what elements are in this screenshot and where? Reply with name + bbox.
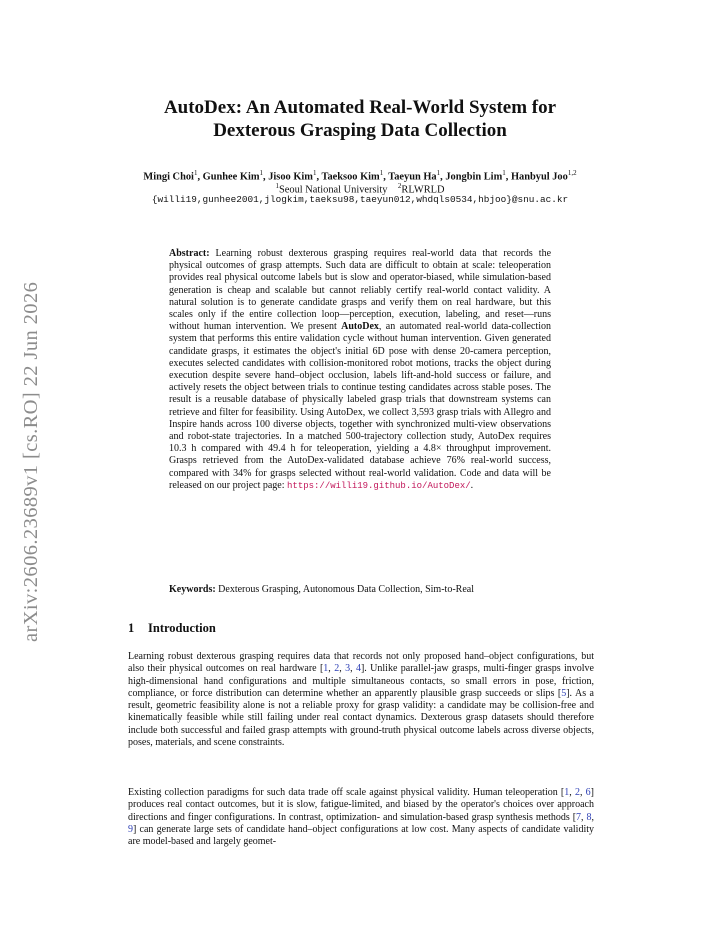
author-name: Taeksoo Kim — [321, 171, 380, 183]
intro-paragraph-1: Learning robust dexterous grasping requires data that records not only proposed hand–object configurations, but also their physical outcomes on real hardware [1, 2, 3, 4]. Unlike parallel-jaw grasps, multi-finger grasps involve high-dimensional hand configurations and multiple simultaneous contacts, so small errors in pose, friction, compliance, or force distribution can determine whether an apparently plausible grasp succeeds or slips [5]. As a result, geometric feasibility alone is not a reliable proxy for grasp validity: a candidate may be collision-free and kinematically feasible while still failing under real contact dynamics. Dexterous grasp datasets should therefore include both successful and failed grasp attempts with ground-truth physical outcome labels across diverse objects, poses, materials, and scene constraints. — [128, 651, 594, 749]
arxiv-identifier: arXiv:2606.23689v1 [cs.RO] 22 Jun 2026 — [20, 281, 42, 642]
citation-link[interactable]: 1 — [564, 787, 570, 798]
citation-link[interactable]: 9 — [128, 823, 133, 835]
citation-link[interactable]: 7 — [576, 811, 582, 823]
citation-link[interactable]: 3 — [345, 663, 351, 675]
keywords — [169, 584, 551, 596]
author-affiliation-mark: 1 — [502, 169, 506, 177]
author-name: Jongbin Lim — [445, 171, 503, 183]
author-affiliation-mark: 1 — [379, 169, 384, 177]
affiliation-mark: 2 — [397, 182, 402, 190]
author-name: Mingi Choi — [143, 171, 194, 183]
intro-paragraph-2: Existing collection paradigms for such data trade off scale against physical validity. Human teleoperation [1, 2, 6] produces real contact outcomes, but it is slow, fatigue-limited, and biased by the operator's choices over approach directions and finger configurations. In contrast, optimization- and simulation-based grasp synthesis methods [7, 8, 9] can generate large sets of candidate hand–object configurations at low cost. Many aspects of candidate validity are model-based and largely geomet- — [128, 787, 595, 848]
citation-link[interactable]: 5 — [561, 687, 567, 699]
keywords-label: Keywords: — [169, 584, 216, 595]
author-name: Jisoo Kim — [268, 171, 313, 183]
title-line-2: Dexterous Grasping Data Collection — [213, 120, 507, 141]
author-affiliation-mark: 1 — [436, 169, 441, 177]
section-heading — [128, 621, 216, 636]
citation-link[interactable]: 6 — [585, 787, 591, 798]
abstract-text-a: Learning robust dexterous grasping requires real-world data that records the physical outcomes of grasp attempts. Such data are difficult to obtain at scale: teleoperation provides real physical outcome labels but is slow and operator-biased, while simulation-based generation is cheap and scalable but cannot reliably certify real-world contact validity. A natural solution is to generate candidate grasps and verify them on real hardware, but this scales only if the entire collection loop—perception, execution, labeling, and reset—runs without human intervention. We present — [169, 248, 552, 333]
affiliation-name: RLWRLD — [401, 184, 445, 196]
author-affiliation-mark: 1 — [312, 169, 317, 177]
paper-title — [100, 96, 620, 142]
abstract-label: Abstract: — [169, 248, 210, 259]
citation-link[interactable]: 2 — [334, 663, 340, 675]
section-number: 1 — [128, 621, 135, 635]
project-page-link[interactable]: https://willi19.github.io/AutoDex/ — [287, 480, 471, 491]
citation-link[interactable]: 8 — [586, 811, 592, 823]
author-list: Mingi Choi$^1$, Gunhee Kim$^1$, Jisoo Kim$^1$, Taeksoo Kim$^1$, Taeyun Ha$^1$, Jongbin Lim$^1$, Hanbyul Joo$^{1,2}$ — [143, 169, 577, 183]
author-emails: {willi19,gunhee2001,jlogkim,taeksu98,taeyun012,whdqls0534,hbjoo}@snu.ac.kr — [151, 194, 569, 205]
author-name: Taeyun Ha — [388, 171, 437, 183]
author-name: Gunhee Kim — [202, 171, 260, 183]
keywords-text: Dexterous Grasping, Autonomous Data Collection, Sim-to-Real — [218, 584, 474, 595]
author-affiliation-mark: 1 — [259, 169, 264, 177]
section-title: Introduction — [148, 621, 216, 635]
abstract-end: . — [470, 479, 474, 491]
citation-link[interactable]: 4 — [355, 663, 361, 675]
citation-link[interactable]: 1 — [323, 663, 329, 675]
title-line-1: AutoDex: An Automated Real-World System for — [163, 97, 557, 118]
affiliation-mark: 1 — [275, 182, 279, 190]
abstract — [169, 248, 551, 492]
abstract-system-name: AutoDex — [341, 321, 379, 333]
author-name: Hanbyul Joo — [510, 171, 568, 183]
abstract-text-b: , an automated real-world data-collection system that performs this entire validation cycle without human intervention. Given generated candidate grasps, it estimates the object's initial 6D pose with dense 20-camera perception, executes selected candidates with collision-monitored robot motions, tracks the object during execution despite severe hand–object occlusion, labels lift-and-hold success or failure, and actively resets the object between trials to continue testing candidates across stable poses. The result is a reusable database of physically labeled grasp trials that downstream systems can retrieve and filter for feasibility. Using AutoDex, we collect 3,593 grasp trials with Allegro and Inspire hands across 100 diverse objects, together with synchronized multi-view observations and robot-state trajectories. In a matched 500-trajectory collection study, AutoDex requires 10.3 h compared with 49.4 h for teleoperation, yielding a 4.8× throughput improvement. Grasps retrieved from the AutoDex-validated database achieve 76% real-world success, compared with 34% for grasps selected without real-world validation. Code and data will be released on our project page: — [169, 321, 551, 491]
author-affiliation-mark: 1,2 — [567, 169, 577, 177]
affiliation-name: Seoul National University — [278, 184, 388, 196]
author-affiliation-mark: 1 — [193, 169, 198, 177]
citation-link[interactable]: 2 — [574, 787, 580, 798]
